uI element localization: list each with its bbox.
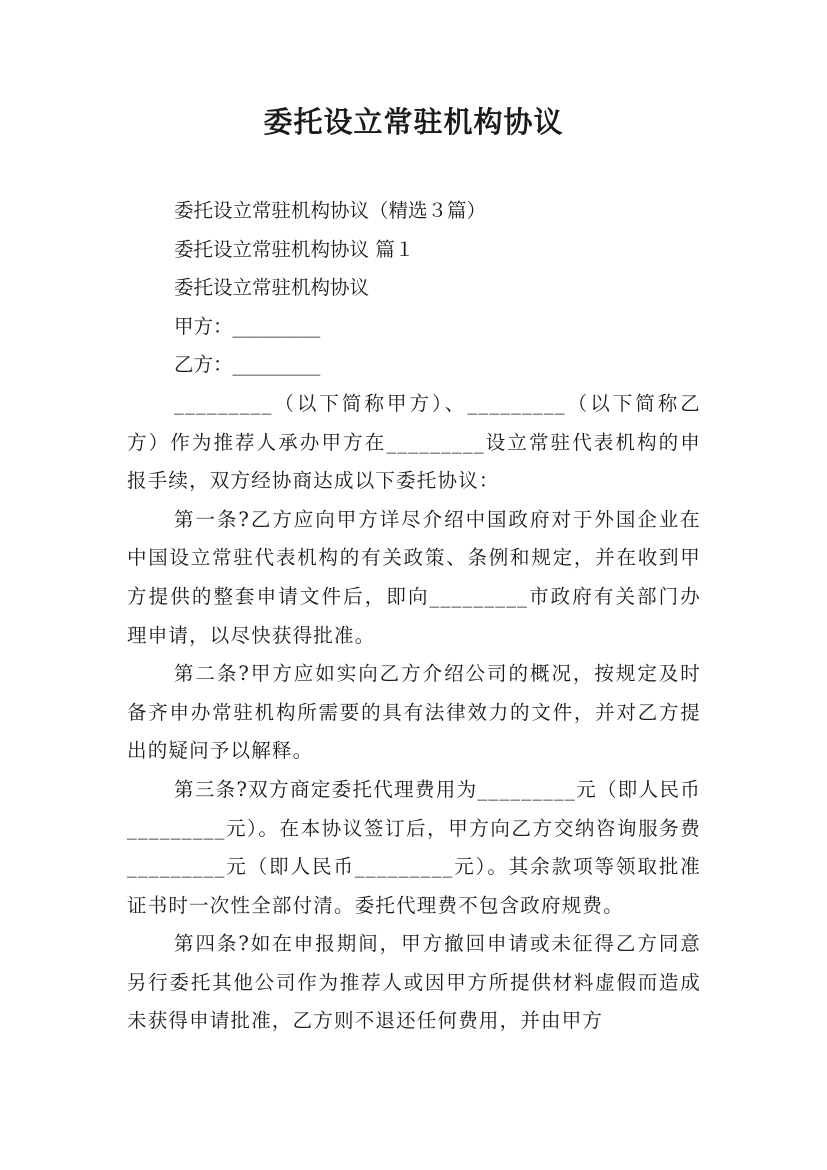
agreement-heading: 委托设立常驻机构协议 — [174, 276, 370, 300]
section-heading: 委托设立常驻机构协议 篇１ — [174, 237, 415, 261]
party-b-line: 乙方：_________ — [174, 353, 321, 377]
subtitle-line: 委托设立常驻机构协议（精选３篇） — [174, 199, 487, 222]
document-title: 委托设立常驻机构协议 — [263, 105, 564, 139]
party-a-line: 甲方：_________ — [174, 314, 321, 338]
article-2-paragraph: 第二条?甲方应如实向乙方介绍公司的概况，按规定及时备齐申办常驻机构所需要的具有法律效力的文件，并对乙方提出的疑问予以解释。 — [127, 662, 701, 763]
article-1-paragraph: 第一条?乙方应向甲方详尽介绍中国政府对于外国企业在中国设立常驻代表机构的有关政策、条例和规定，并在收到甲方提供的整套申请文件后，即向_________市政府有关部门办理申请，以尽快获得批准。 — [127, 507, 701, 647]
article-4-paragraph: 第四条?如在申报期间，甲方撤回申请或未征得乙方同意另行委托其他公司作为推荐人或因甲方所提供材料虚假而造成未获得申请批准，乙方则不退还任何费用，并由甲方 — [127, 932, 701, 1033]
intro-paragraph: _________（以下简称甲方）、_________（以下简称乙方）作为推荐人承办甲方在_________设立常驻代表机构的申报手续，双方经协商达成以下委托协议： — [127, 391, 701, 493]
article-3-paragraph: 第三条?双方商定委托代理费用为_________元（即人民币_________元）。在本协议签订后，甲方向乙方交纳咨询服务费_________元（即人民币_________元）。其余款项等领取批准证书时一次性全部付清。委托代理费不包含政府规费。 — [127, 777, 701, 917]
document-body — [127, 192, 701, 1041]
